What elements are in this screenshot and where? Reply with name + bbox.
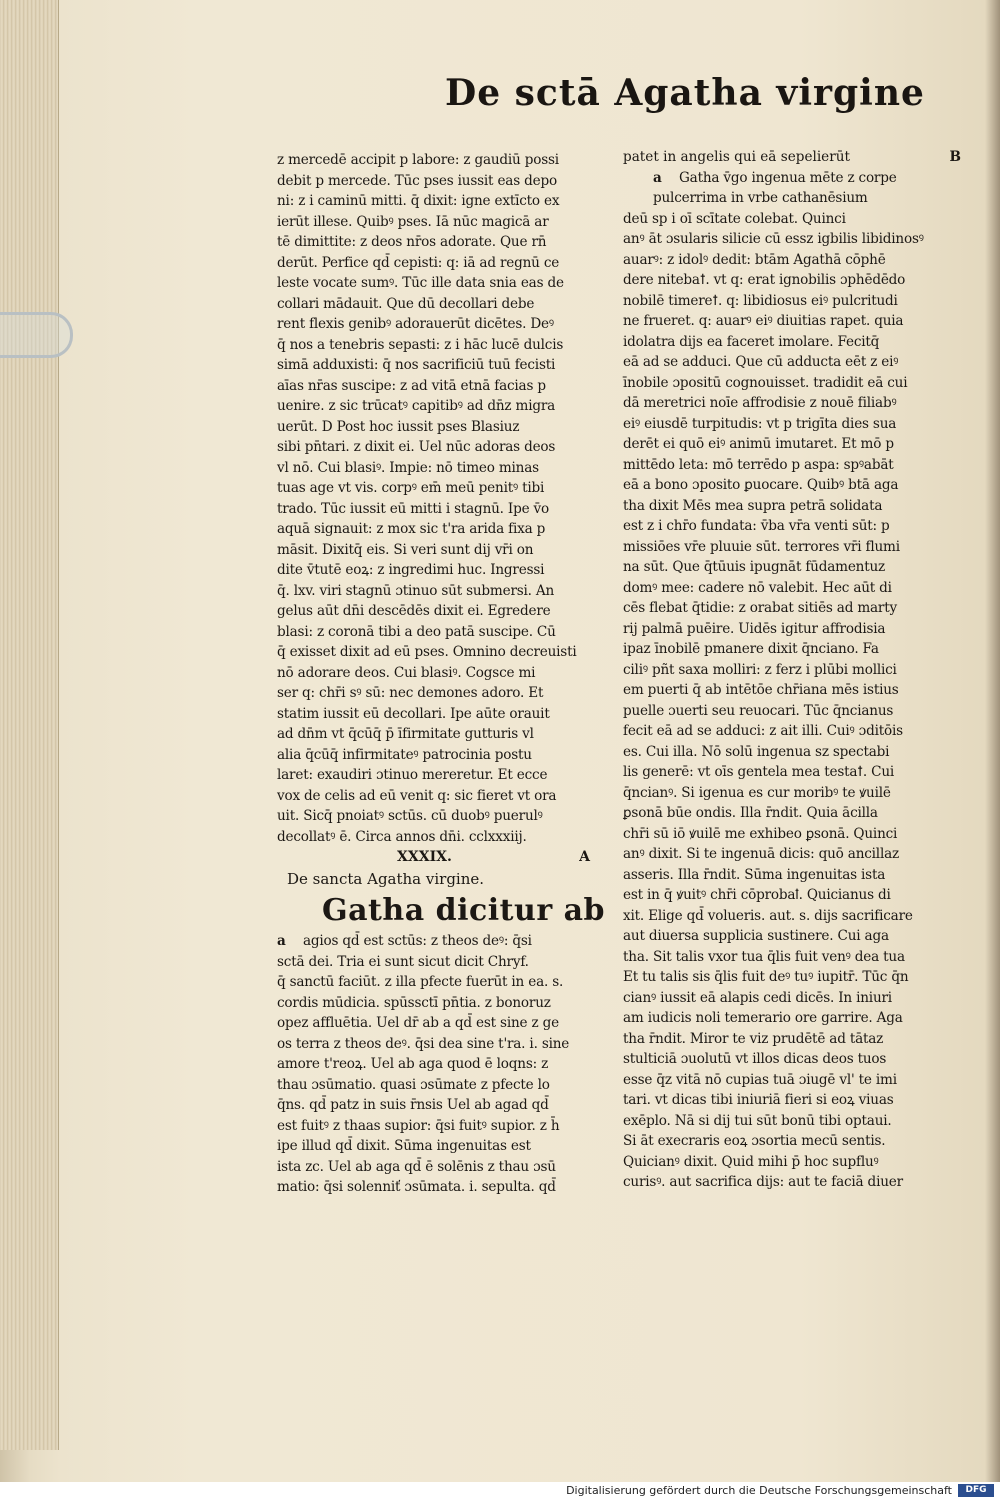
- chapter-letter: A: [579, 849, 590, 865]
- text-line: matio: q̄si solenniť ɔsūmata. i. sepulta. qd̄: [277, 1179, 556, 1195]
- text-line: trado. Tūc iussit eū mitti i stagnū. Ipe v̄o: [277, 500, 550, 517]
- text-line: ad dn̄m vt q̄cūq̄ p̄ īfirmitate gutturis vl: [277, 726, 534, 742]
- text-line: esse q̄z vitā nō cupias tuā ɔiugē vl' te imi: [623, 1071, 897, 1088]
- text-line: laret: exaudiri ɔtinuo mereretur. Et ecce: [277, 767, 548, 783]
- right-first-line-text: patet in angelis qui eā sepelierūt: [623, 149, 850, 165]
- text-line: est in q̄ ꝟuitꝰ chr̄i cōprobaꝉ. Quicianus di: [623, 887, 891, 903]
- text-line: lis generē: vt oīs gentela mea testaꝉ. Cui: [623, 764, 895, 780]
- text-line: tha. Sit talis vxor tua q̄lis fuit venꝰ dea tua: [623, 948, 905, 965]
- chapter-title: De sancta Agatha virgine.: [287, 870, 485, 888]
- running-head: De sctā Agatha virgine: [445, 72, 925, 114]
- text-line: eā ad se adduci. Que cū adducta eēt z eiꝰ: [623, 354, 899, 370]
- margin-letter: a: [653, 169, 662, 186]
- text-line: nobilē timereꝉ. q: libidiosus eiꝰ pulcritudi: [623, 292, 898, 309]
- text-line: anꝰ dixit. Si te ingenuā dicis: quō ancillaz: [623, 846, 899, 862]
- chapter-number: XXXIX.: [397, 849, 452, 865]
- text-line: leste vocate sumꝰ. Tūc ille data snia eas de: [277, 275, 564, 291]
- text-line: missiōes vr̄e pluuie sūt. terrores vr̄i flumi: [623, 538, 900, 555]
- paper-clip: [0, 312, 73, 358]
- text-line: blasi: z coronā tibi a deo patā suscipe. Cū: [277, 623, 556, 640]
- text-line: ne frueret. q: auarꝰ eiꝰ diuitias rapet. quia: [623, 313, 904, 329]
- text-line: ciliꝰ pñt saxa molliri: z ferz i plūbi mollici: [623, 661, 897, 678]
- text-line: cordis mūdicia. spūssctī pn̄tia. z bonoruz: [277, 994, 551, 1011]
- text-line: est fuitꝰ z thaas supior: q̄si fuitꝰ supior. z h̄: [277, 1117, 560, 1134]
- text-line: chr̄i sū iō ꝟuilē me exhibeo ꝑsonā. Quinci: [623, 825, 898, 842]
- text-line: alia q̄cūq̄ infirmitateꝰ patrocinia postu: [277, 746, 532, 763]
- footer-bar: [0, 1482, 1000, 1500]
- dfg-logo: DFG: [958, 1484, 994, 1497]
- text-line: q̄ nos a tenebris sepasti: z i hāc lucē dulcis: [277, 336, 564, 353]
- text-line: mittēdo leta: mō terrēdo p aspa: spꝰabāt: [623, 456, 894, 473]
- text-line: derēt ei quō eiꝰ animū imutaret. Et mō p: [623, 436, 894, 452]
- text-line: derūt. Perfice qd̄ cepisti: q: iā ad regnū ce: [277, 254, 560, 271]
- text-line: aut diuersa supplicia sustinere. Cui aga: [623, 928, 889, 944]
- text-line: na sūt. Que q̄tūuis ipugnāt fūdamentuz: [623, 559, 886, 575]
- text-line: vl nō. Cui blasiꝰ. Impie: nō timeo minas: [277, 459, 539, 476]
- text-line: q̄ sanctū faciūt. z illa pfecte fuerūt in ea. s.: [277, 974, 564, 990]
- text-line: exēplo. Nā si dij tui sūt bonū tibi optaui.: [623, 1112, 892, 1129]
- left-column-lines: [277, 150, 602, 847]
- text-line: tari. vt dicas tibi iniuriā fieri si eoꝝ viuas: [623, 1092, 894, 1108]
- text-line: debit p mercede. Tūc pses iussit eas depo: [277, 172, 557, 189]
- text-line: īnobile ɔpositū cognouisset. tradidit eā cui: [623, 374, 908, 391]
- text-line: idolatra dijs ea faceret imolare. Fecitq̄: [623, 333, 880, 350]
- text-line: [623, 168, 961, 189]
- text-line: q̄ns. qd̄ patz in suis r̄nsis Uel ab agad qd̄: [277, 1097, 549, 1113]
- book-fore-edge: [0, 0, 59, 1450]
- text-line: xit. Elige qd̄ volueris. aut. s. dijs sacrificare: [623, 907, 913, 924]
- text-line: simā adduxisti: q̄ nos sacrificiū tuū fecisti: [277, 357, 556, 373]
- right-column-lines: [623, 209, 961, 1193]
- text-line: auarꝰ: z idolꝰ dedit: btām Agathā cōphē: [623, 251, 886, 268]
- text-line: z mercedē accipit p labore: z gaudiū possi: [277, 152, 559, 168]
- text-line: collari mādauit. Que dū decollari debe: [277, 295, 535, 312]
- text-line: stulticiā ɔuolutū vt illos dicas deos tuos: [623, 1051, 887, 1067]
- text-line: tha r̄ndit. Miror te viz prudētē ad tātaz: [623, 1030, 884, 1047]
- text-line: am iudicis noli temerario ore garrire. Aga: [623, 1010, 903, 1026]
- text-line: asseris. Illa r̄ndit. Sūma ingenuitas ista: [623, 866, 886, 883]
- text-line: aquā signauit: z mox sic t'ra arida fixa p: [277, 521, 546, 537]
- text-line: sctā dei. Tria ei sunt sicut dicit Chryf.: [277, 953, 529, 970]
- text-line: domꝰ mee: cadere nō valebit. Hec aūt di: [623, 579, 892, 596]
- text-line: q̄. lxv. viri stagnū ɔtinuo sūt submersi. An: [277, 582, 555, 599]
- text-line: ista zc. Uel ab aga qd̄ ē solēnis z thau ɔsū: [277, 1158, 556, 1175]
- text-line: eā a bono ɔposito ꝑuocare. Quibꝰ btā aga: [623, 477, 899, 493]
- text-line: vox de celis ad eū venit q: sic fieret vt ora: [277, 787, 557, 804]
- text-line: ipaz īnobilē pmanere dixit q̄nciano. Fa: [623, 641, 879, 657]
- text-line: ser q: chr̄i sꝰ sū: nec demones adoro. Et: [277, 685, 544, 701]
- chapter-heading-row: [277, 847, 602, 869]
- left-column-lines-after: [277, 931, 602, 1198]
- chapter-initial-line: Gatha dicitur ab: [322, 893, 605, 928]
- text-line: pulcerrima in vrbe cathanēsium: [653, 190, 868, 206]
- text-line: ipe illud qd̄ dixit. Sūma ingenuitas est: [277, 1138, 531, 1154]
- text-line: decollatꝰ ē. Circa annos dn̄i. cclxxxiij.: [277, 828, 527, 845]
- text-line: opez affluētia. Uel dr̄ ab a qd̄ est sine z ge: [277, 1015, 559, 1031]
- text-line: aīas nr̄as suscipe: z ad vitā etnā facias p: [277, 377, 546, 394]
- footer-text: Digitalisierung gefördert durch die Deutsche Forschungsgemeinschaft: [566, 1484, 952, 1497]
- text-line: Si āt execraris eoꝝ ɔsortia mecū sentis.: [623, 1133, 886, 1149]
- text-line: q̄ exisset dixit ad eū pses. Omnino decreuisti: [277, 644, 577, 660]
- text-line: anꝰ āt ɔsularis silicie cū essz igbilis libidinosꝰ: [623, 231, 924, 247]
- text-line: eiꝰ eiusdē turpitudis: vt p trigīta dies sua: [623, 415, 897, 432]
- text-line: gelus aūt dn̄i descēdēs dixit ei. Egredere: [277, 603, 551, 619]
- text-line: ierūt illese. Quibꝰ pses. Iā nūc magicā ar: [277, 213, 549, 230]
- text-line: rij palmā puēire. Uidēs igitur affrodisia: [623, 620, 886, 637]
- text-line: thau ɔsūmatio. quasi ɔsūmate z pfecte lo: [277, 1076, 550, 1093]
- right-first-line: [623, 147, 961, 168]
- text-line: es. Cui illa. Nō solū ingenua sz spectabi: [623, 743, 890, 760]
- text-line: fecit eā ad se adduci: z ait illi. Cuiꝰ ɔditōis: [623, 723, 903, 739]
- text-line: est z i chr̄o fundata: v̄ba vr̄a venti sūt: p: [623, 518, 890, 534]
- text-line: ꝑsonā būe ondis. Illa r̄ndit. Quia ācilla: [623, 805, 878, 821]
- text-line: q̄ncianꝰ. Si igenua es cur moribꝰ te ꝟuilē: [623, 784, 891, 801]
- text-line-content: agios qd̄ est sctūs: z theos deꝰ: q̄si: [303, 933, 532, 949]
- right-text-column: [623, 147, 961, 1193]
- text-line: tē dimittite: z deos nr̄os adorate. Que rn̄: [277, 234, 547, 250]
- text-line-content: Gatha v̄go ingenua mēte z corpe: [679, 169, 897, 186]
- text-line: puelle ɔuerti seu reuocari. Tūc q̄ncianus: [623, 702, 894, 719]
- text-line: cianꝰ iussit eā alapis cedi dicēs. In iniuri: [623, 989, 892, 1006]
- text-line: Et tu talis sis q̄lis fuit deꝰ tuꝰ iupitr̄. Tūc q̄n: [623, 969, 909, 985]
- text-line: uit. Sicq̄ pnoiatꝰ sctūs. cū duobꝰ puerulꝰ: [277, 808, 543, 824]
- text-line: rent flexis genibꝰ adorauerūt dicētes. Deꝰ: [277, 316, 554, 332]
- text-line: deū sp i oī scītate colebat. Quinci: [623, 210, 846, 227]
- text-line: uerūt. D Post hoc iussit pses Blasiuz: [277, 418, 520, 435]
- text-line: amore t'reoꝝ. Uel ab aga quod ē loqns: z: [277, 1056, 549, 1072]
- text-line: māsit. Dixitq̄ eis. Si veri sunt dij vr̄i on: [277, 541, 534, 558]
- text-line: dite v̄tutē eoꝝ: z ingredimi huc. Ingressi: [277, 562, 545, 578]
- text-line: tuas age vt vis. corpꝰ em̄ meū penitꝰ tibi: [277, 480, 545, 496]
- signature-letter: B: [949, 149, 961, 165]
- margin-letter: a: [277, 933, 286, 949]
- text-line: tha dixit Mēs mea supra petrā solidata: [623, 497, 883, 514]
- text-line: curisꝰ. aut sacrifica dijs: aut te faciā diuer: [623, 1174, 903, 1190]
- text-line: statim iussit eū decollari. Ipe aūte orauit: [277, 705, 550, 722]
- text-line: [277, 931, 602, 952]
- text-line: uenire. z sic trūcatꝰ capitibꝰ ad dn̄z migra: [277, 398, 556, 414]
- text-line: cēs flebat q̄tidie: z orabat sitiēs ad marty: [623, 600, 897, 616]
- left-text-column: [277, 150, 605, 1198]
- text-line: os terra z theos deꝰ. q̄si dea sine t'ra. i. sine: [277, 1035, 570, 1052]
- text-line: nō adorare deos. Cui blasiꝰ. Cogsce mi: [277, 664, 536, 681]
- text-line: ni: z i caminū mitti. q̄ dixit: igne extīcto ex: [277, 193, 560, 209]
- text-line: Quicianꝰ dixit. Quid mihi p̄ hoc supfluꝰ: [623, 1153, 879, 1170]
- text-line: dā meretrici noīe affrodisie z nouē filiabꝰ: [623, 395, 897, 411]
- right-opening-lines: [623, 168, 961, 209]
- text-line: sibi pn̄tari. z dixit ei. Uel nūc adoras deos: [277, 439, 556, 455]
- text-line: dere nitebaꝉ. vt q: erat ignobilis ɔphēdēdo: [623, 272, 906, 288]
- text-line: em puerti q̄ ab intētōe chr̄iana mēs istius: [623, 682, 899, 698]
